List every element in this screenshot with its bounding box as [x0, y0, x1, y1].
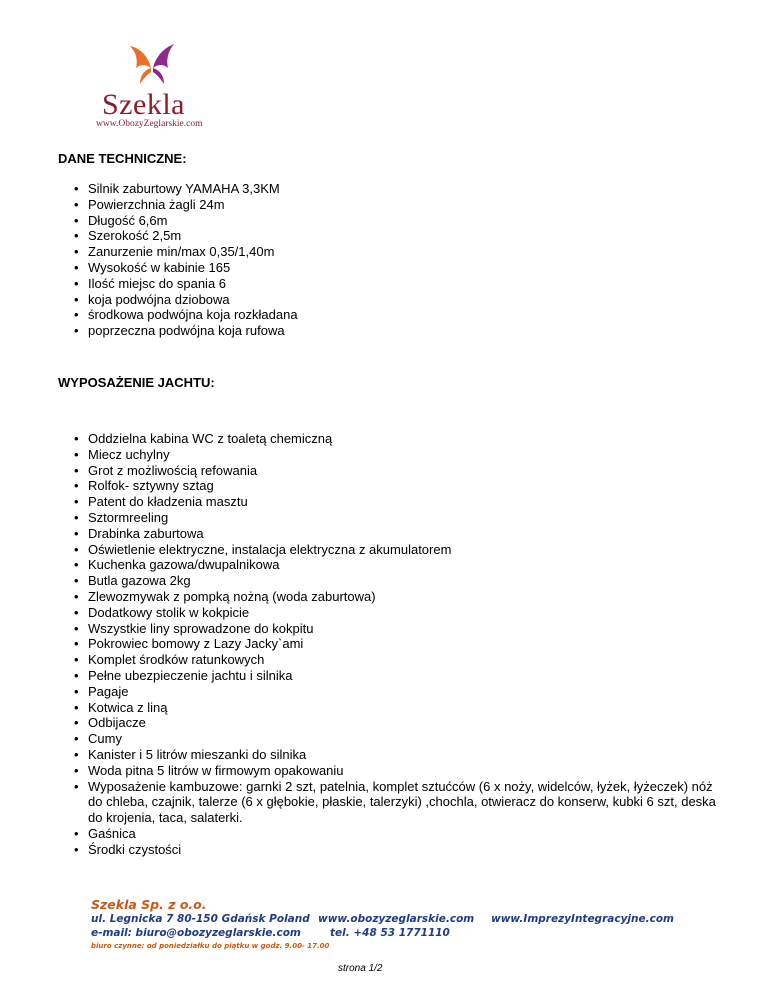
list-item: • środkowa podwójna koja rozkładana [88, 307, 718, 323]
list-item: • Środki czystości [88, 842, 718, 858]
footer-office-hours: biuro czynne: od poniedziałku do piątku w godz. 9.00- 17.00 [91, 942, 330, 950]
list-item: • Oświetlenie elektryczne, instalacja elektryczna z akumulatorem [88, 542, 718, 558]
list-item: • Cumy [88, 731, 718, 747]
list-item: • Pokrowiec bomowy z Lazy Jacky`ami [88, 636, 718, 652]
list-item: • Pełne ubezpieczenie jachtu i silnika [88, 668, 718, 684]
list-item: • Miecz uchylny [88, 447, 718, 463]
footer-website2-link[interactable]: www.ImprezyIntegracyjne.com [491, 913, 674, 925]
list-item: • Butla gazowa 2kg [88, 573, 718, 589]
list-item: • Wszystkie liny sprowadzone do kokpitu [88, 621, 718, 637]
list-item: • Powierzchnia żagli 24m [88, 197, 718, 213]
list-item: • Silnik zaburtowy YAMAHA 3,3KM [88, 181, 718, 197]
list-item: • Pagaje [88, 684, 718, 700]
list-item: • Ilość miejsc do spania 6 [88, 276, 718, 292]
list-item: • Dodatkowy stolik w kokpicie [88, 605, 718, 621]
list-item: • Komplet środków ratunkowych [88, 652, 718, 668]
list-item: • Kuchenka gazowa/dwupalnikowa [88, 557, 718, 573]
footer-address: ul. Legnicka 7 80-150 Gdańsk Poland [91, 913, 310, 925]
equipment-heading: WYPOSAŻENIE JACHTU: [58, 375, 215, 390]
list-item: • Odbijacze [88, 715, 718, 731]
technical-data-list [88, 181, 718, 339]
list-item: • Długość 6,6m [88, 213, 718, 229]
list-item: • Patent do kładzenia masztu [88, 494, 718, 510]
butterfly-logo-icon [126, 42, 178, 90]
list-item: • Grot z możliwością refowania [88, 463, 718, 479]
list-item: • Kotwica z liną [88, 700, 718, 716]
list-item: • Rolfok- sztywny sztag [88, 478, 718, 494]
list-item: • Oddzielna kabina WC z toaletą chemiczną [88, 431, 718, 447]
logo-url: www.ObozyZeglarskie.com [96, 119, 203, 129]
list-item: • Gaśnica [88, 826, 718, 842]
list-item: • Drabinka zaburtowa [88, 526, 718, 542]
footer-phone: tel. +48 53 1771110 [330, 927, 450, 939]
list-item: • Wyposażenie kambuzowe: garnki 2 szt, patelnia, komplet sztućców (6 x noży, widelców, łyżek, łyżeczek) nóż do chleba, czajnik, talerze (6 x głębokie, płaskie, talerzyki) ,chochla, otwieracz do konserw, kubki 6 szt, deska do krojenia, taca, salaterki. [88, 779, 718, 826]
list-item: • Kanister i 5 litrów mieszanki do silnika [88, 747, 718, 763]
footer-company-name: Szekla Sp. z o.o. [91, 897, 207, 912]
list-item: • Sztormreeling [88, 510, 718, 526]
list-item: • Szerokość 2,5m [88, 228, 718, 244]
page-number: strona 1/2 [338, 963, 383, 974]
company-logo [88, 42, 218, 132]
list-item: • poprzeczna podwójna koja rufowa [88, 323, 718, 339]
equipment-list [88, 431, 718, 858]
list-item: • Zlewozmywak z pompką nożną (woda zaburtowa) [88, 589, 718, 605]
footer-website-link[interactable]: www.obozyzeglarskie.com [318, 913, 475, 925]
footer-email-link[interactable]: e-mail: biuro@obozyzeglarskie.com [91, 927, 301, 939]
list-item: • Woda pitna 5 litrów w firmowym opakowaniu [88, 763, 718, 779]
technical-data-heading: DANE TECHNICZNE: [58, 151, 187, 166]
list-item: • Zanurzenie min/max 0,35/1,40m [88, 244, 718, 260]
logo-wordmark: Szekla [102, 88, 185, 121]
list-item: • koja podwójna dziobowa [88, 292, 718, 308]
list-item: • Wysokość w kabinie 165 [88, 260, 718, 276]
